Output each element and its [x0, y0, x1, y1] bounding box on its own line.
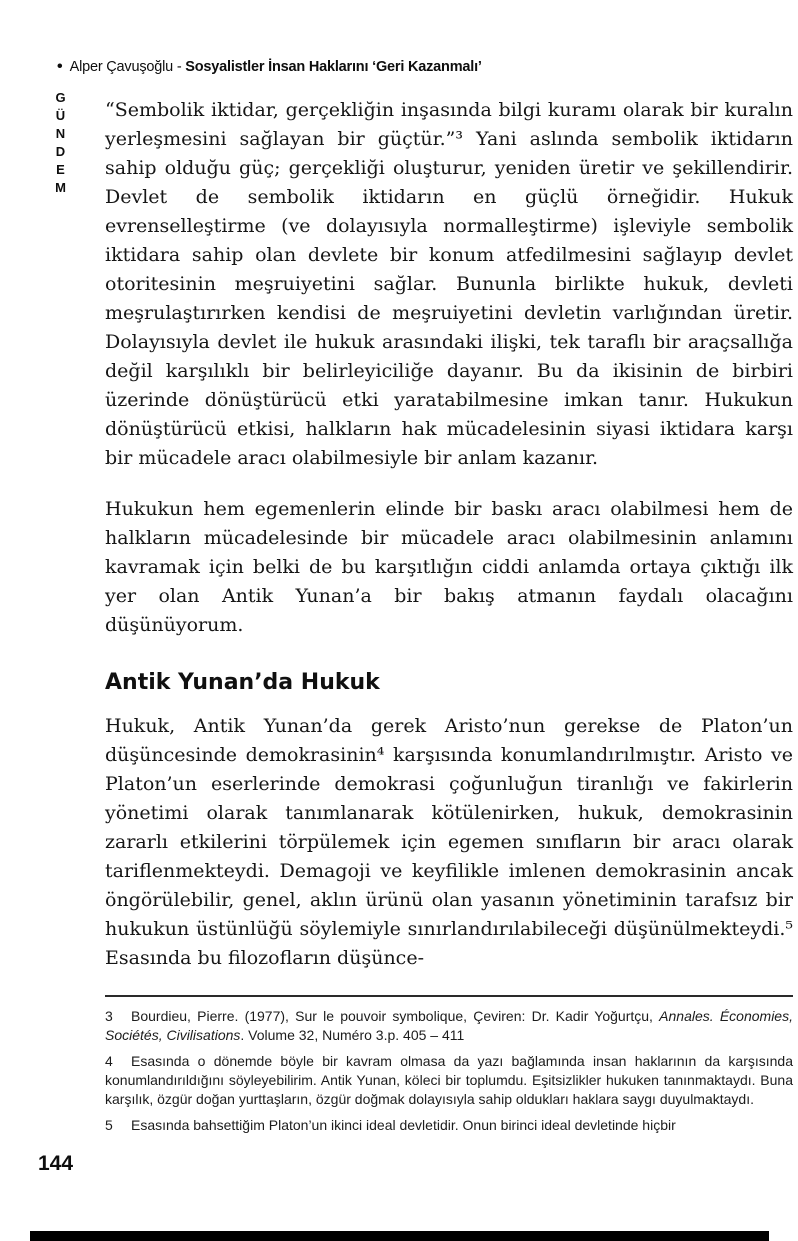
footnotes-block	[105, 995, 793, 1135]
running-header	[57, 57, 482, 77]
footer-bar	[30, 1231, 769, 1241]
body-paragraph-2: Hukukun hem egemenlerin elinde bir baskı aracı olabilmesi hem de halkların mücadelesinde bir mücadele aracı olabilmesinin anlamını kavramak için belki de bu karşıtlığın ciddi anlamda ortaya çıktığı ilk yer olan Antik Yunan’a bir bakış atmanın faydalı olacağını düşünüyorum.	[105, 498, 793, 636]
body-paragraph-1: “Sembolik iktidar, gerçekliğin inşasında bilgi kuramı olarak bir kuralın yerleşmesini sağlayan bir güçtür.”³ Yani aslında sembolik iktidarın sahip olduğu güç; gerçekliği oluşturur, yeniden üretir ve şekillendirir. Devlet de sembolik iktidarın en güçlü örneğidir. Hukuk evrenselleştirme (ve dolayısıyla normalleştirme) işleviyle sembolik iktidara sahip olan devlete bir konum atfedilmesini sağlayıp devlet otoritesinin meşruiyetini sağlar. Bununla birlikte hukuk, devleti meşrulaştırırken kendisi de meşruiyetini devletin varlığından üretir. Dolayısıyla devlet ile hukuk arasındaki ilişki, tek taraflı bir araçsallığa değil karşılıklı bir belirleyiciliğe dayanır. Bu da ikisinin de birbiri üzerinde dönüştürücü etki yaratabilmesine imkan tanır. Hukukun dönüştürücü etkisi, halkların hak mücadelesinin siyasi iktidara karşı bir mücadele aracı olabilmesiyle bir anlam kazanır.	[105, 99, 793, 469]
header-title: Sosyalistler İnsan Haklarını ‘Geri Kazanmalı’	[185, 59, 482, 75]
footnote-text: Esasında o dönemde böyle bir kavram olmasa da yazı bağlamında insan haklarının da karşısında konumlandırıldığını söyleyebilirim. Antik Yunan, köleci bir toplumdu. Eşitsizlikler hukuken tanınmaktaydı. Buna karşılık, özgür doğan yurttaşların, özgür doğmak dolayısıyla sahip oldukları haklara saygı duyulmaktaydı.	[105, 1053, 793, 1107]
footnote-4	[105, 1052, 793, 1109]
footnote-number: 3	[105, 1008, 113, 1024]
section-label-gundem: GÜNDEM	[53, 90, 68, 198]
footnote-3	[105, 1007, 793, 1045]
footnote-text-italic: Annales. Économies, Sociétés, Civilisations	[105, 1008, 793, 1043]
footnote-text: Esasında bahsettiğim Platon’un ikinci ideal devletidir. Onun birinci ideal devletinde hiçbir	[131, 1117, 676, 1133]
footnote-text: . Volume 32, Numéro 3.p. 405 – 411	[240, 1027, 465, 1043]
footnote-5	[105, 1116, 793, 1135]
footnote-divider	[105, 995, 793, 997]
section-heading: Antik Yunan’da Hukuk	[105, 670, 380, 695]
body-paragraph-3: Hukuk, Antik Yunan’da gerek Aristo’nun gerekse de Platon’un düşüncesinde demokrasinin⁴ karşısında konumlandırılmıştır. Aristo ve Platon’un eserlerinde demokrasi çoğunluğun tiranlığı ve fakirlerin yönetimi olarak tanımlanarak kötülenirken, hukuk, demokrasinin zararlı etkilerini törpülemek için egemen sınıfların bir aracı olarak tariflenmekteydi. Demagoji ve keyfilikle imlenen demokrasinin ancak öngörülebilir, genel, aklın ürünü olan yasanın yönetiminin tarafsız bir hukukun üstünlüğü söylemiyle sınırlandırılabileceği düşünülmekteydi.⁵ Esasında bu filozofların düşünce-	[105, 715, 793, 969]
footnote-number: 5	[105, 1117, 113, 1133]
page-number: 144	[38, 1152, 74, 1175]
footnote-number: 4	[105, 1053, 113, 1069]
main-text-column	[105, 96, 793, 1142]
header-bullet: •	[57, 58, 63, 75]
header-author: Alper Çavuşoğlu -	[69, 59, 186, 75]
footnote-text: Bourdieu, Pierre. (1977), Sur le pouvoir symbolique, Çeviren: Dr. Kadir Yoğurtçu,	[131, 1008, 660, 1024]
